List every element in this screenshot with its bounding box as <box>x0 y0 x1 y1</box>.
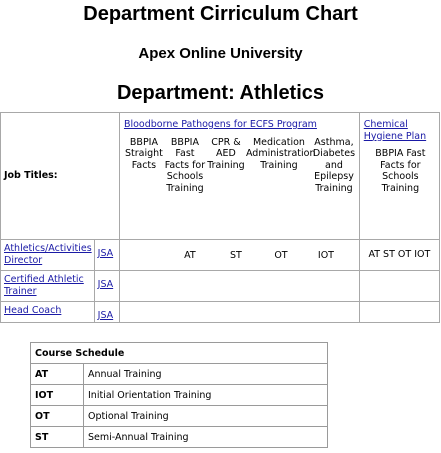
course-header: Medication Administration Training <box>245 136 316 171</box>
program-chemical <box>359 113 439 240</box>
jsa-cell <box>94 271 119 302</box>
program-link-bloodborne[interactable]: Bloodborne Pathogens for ECFS Program <box>123 119 317 130</box>
schedule-label: Initial Orientation Training <box>84 385 328 406</box>
schedule-label: Optional Training <box>84 406 328 427</box>
schedule-code: OT <box>31 406 84 427</box>
job-title-cell <box>1 240 95 271</box>
job-title-link[interactable]: Certified Athletic Trainer <box>4 274 84 297</box>
jsa-link[interactable]: JSA <box>97 310 114 321</box>
schedule-label: Annual Training <box>84 364 328 385</box>
university-name: Apex Online University <box>138 45 303 62</box>
course-codes-cell-2 <box>359 271 439 302</box>
schedule-label: Semi-Annual Training <box>84 427 328 448</box>
course-codes-cell-2: AT ST OT IOT <box>359 240 439 271</box>
job-title-link[interactable]: Athletics/Activities Director <box>4 243 92 266</box>
course-header: BBPIA Fast Facts for Schools Training <box>164 136 206 194</box>
job-titles-header: Job Titles: <box>1 113 120 240</box>
jsa-link[interactable]: JSA <box>97 248 114 259</box>
job-title-link[interactable]: Head Coach <box>4 305 62 316</box>
jsa-link[interactable]: JSA <box>97 279 114 290</box>
program-bloodborne <box>119 113 359 240</box>
course-schedule-title: Course Schedule <box>31 343 328 364</box>
course-codes-cell <box>119 302 359 323</box>
course-code: AT <box>184 250 196 261</box>
course-header: Asthma, Diabetes and Epilepsy Training <box>312 136 356 194</box>
course-code: IOT <box>317 250 334 261</box>
course-schedule-table <box>30 342 328 448</box>
course-header: CPR & AED Training <box>207 136 245 171</box>
course-codes-cell <box>119 240 359 271</box>
course-header: BBPIA Straight Facts <box>125 136 163 171</box>
course-code: ST <box>230 250 242 261</box>
course-code <box>120 250 160 262</box>
schedule-code: AT <box>31 364 84 385</box>
course-codes-cell <box>119 271 359 302</box>
jsa-cell <box>94 240 119 271</box>
job-title-cell <box>1 302 95 323</box>
schedule-code: IOT <box>31 385 84 406</box>
program-link-chemical[interactable]: Chemical Hygiene Plan <box>363 119 427 142</box>
course-code: OT <box>274 250 288 261</box>
job-title-cell <box>1 271 95 302</box>
page-title: Department Cirriculum Chart <box>83 3 358 25</box>
jsa-cell <box>94 302 119 323</box>
course-codes-cell-2 <box>359 302 439 323</box>
schedule-code: ST <box>31 427 84 448</box>
curriculum-table <box>0 112 440 323</box>
course-header: BBPIA Fast Facts for Schools Training <box>375 148 426 194</box>
department-heading: Department: Athletics <box>116 82 325 104</box>
